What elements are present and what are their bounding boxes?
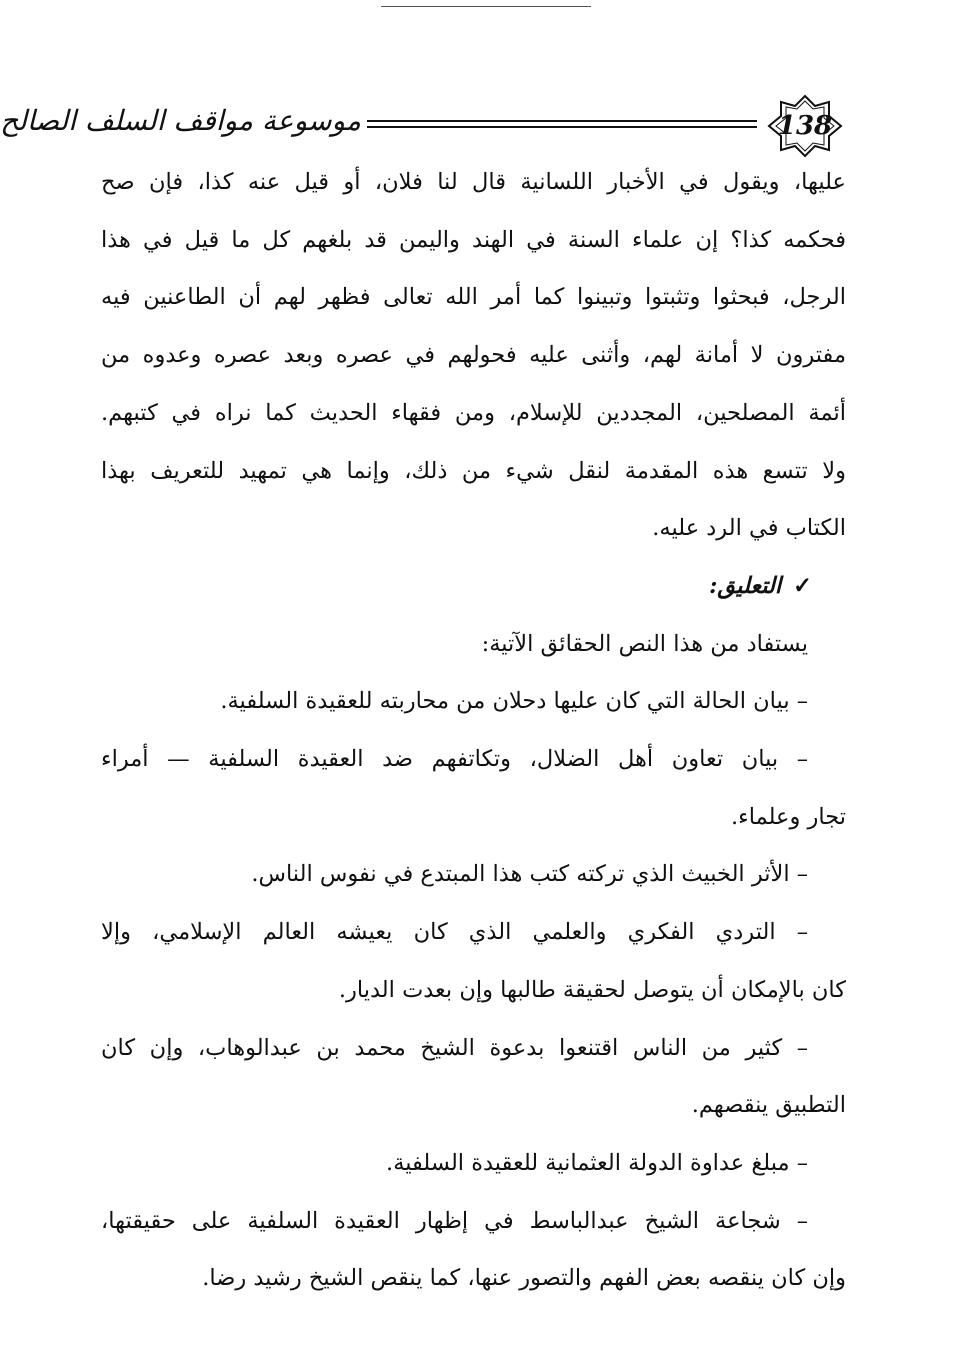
page-body (101, 154, 846, 1308)
book-title: موسوعة مواقف السلف الصالح (0, 104, 361, 137)
list-item: – بيان تعاون أهل الضلال، وتكاتفهم ضد العقيدة السلفية — أمراء (101, 746, 808, 773)
list-item: – بيان الحالة التي كان عليها دحلان من محاربته للعقيدة السلفية. (220, 688, 808, 715)
checkmark-icon: ✓ (793, 572, 812, 599)
page-number: 138 (777, 111, 833, 141)
list-item: – كثير من الناس اقتنعوا بدعوة الشيخ محمد بن عبدالوهاب، وإن كان (101, 1034, 808, 1061)
list-item: – شجاعة الشيخ عبدالباسط في إظهار العقيدة السلفية على حقيقتها، (101, 1207, 808, 1234)
text-line: وإن كان ينقصه بعض الفهم والتصور عنها، كما ينقص الشيخ رشيد رضا. (202, 1265, 846, 1292)
page-header (0, 94, 846, 158)
list-item: – التردي الفكري والعلمي الذي كان يعيشه العالم الإسلامي، وإلا (101, 919, 808, 946)
list-item: – الأثر الخبيث الذي تركته كتب هذا المبتدع في نفوس الناس. (251, 861, 808, 888)
text-line: ولا تتسع هذه المقدمة لنقل شيء من ذلك، وإنما هي تمهيد للتعريف بهذا (101, 457, 846, 484)
top-rule (381, 6, 591, 7)
page-number-badge (767, 94, 843, 158)
text-line: كان بالإمكان أن يتوصل لحقيقة طالبها وإن بعدت الديار. (338, 976, 846, 1003)
comment-heading (101, 558, 846, 616)
text-line: فحكمه كذا؟ إن علماء السنة في الهند واليمن قد بلغهم كل ما قيل في هذا (101, 226, 846, 253)
text-line: الكتاب في الرد عليه. (652, 515, 846, 542)
comment-heading-label: التعليق: (709, 572, 782, 599)
list-item: – مبلغ عداوة الدولة العثمانية للعقيدة السلفية. (386, 1149, 808, 1176)
text-line: أئمة المصلحين، المجددين للإسلام، ومن فقهاء الحديث كما نراه في كتبهم. (101, 399, 846, 426)
text-line: الرجل، فبحثوا وتثبتوا وتبينوا كما أمر الله تعالى فظهر لهم أن الطاعنين فيه (101, 284, 846, 311)
header-double-rule (367, 120, 757, 132)
text-line: يستفاد من هذا النص الحقائق الآتية: (481, 630, 808, 657)
text-line: تجار وعلماء. (731, 803, 846, 830)
header-rule-top (367, 120, 757, 122)
text-line: عليها، ويقول في الأخبار اللسانية قال لنا فلان، أو قيل عنه كذا، فإن صح (101, 169, 846, 195)
header-rule-bottom (367, 126, 757, 128)
text-line: التطبيق ينقصهم. (691, 1092, 846, 1119)
text-line: مفترون لا أمانة لهم، وأثنى عليه فحولهم في عصره وبعد عصره وعدوه من (101, 342, 846, 369)
